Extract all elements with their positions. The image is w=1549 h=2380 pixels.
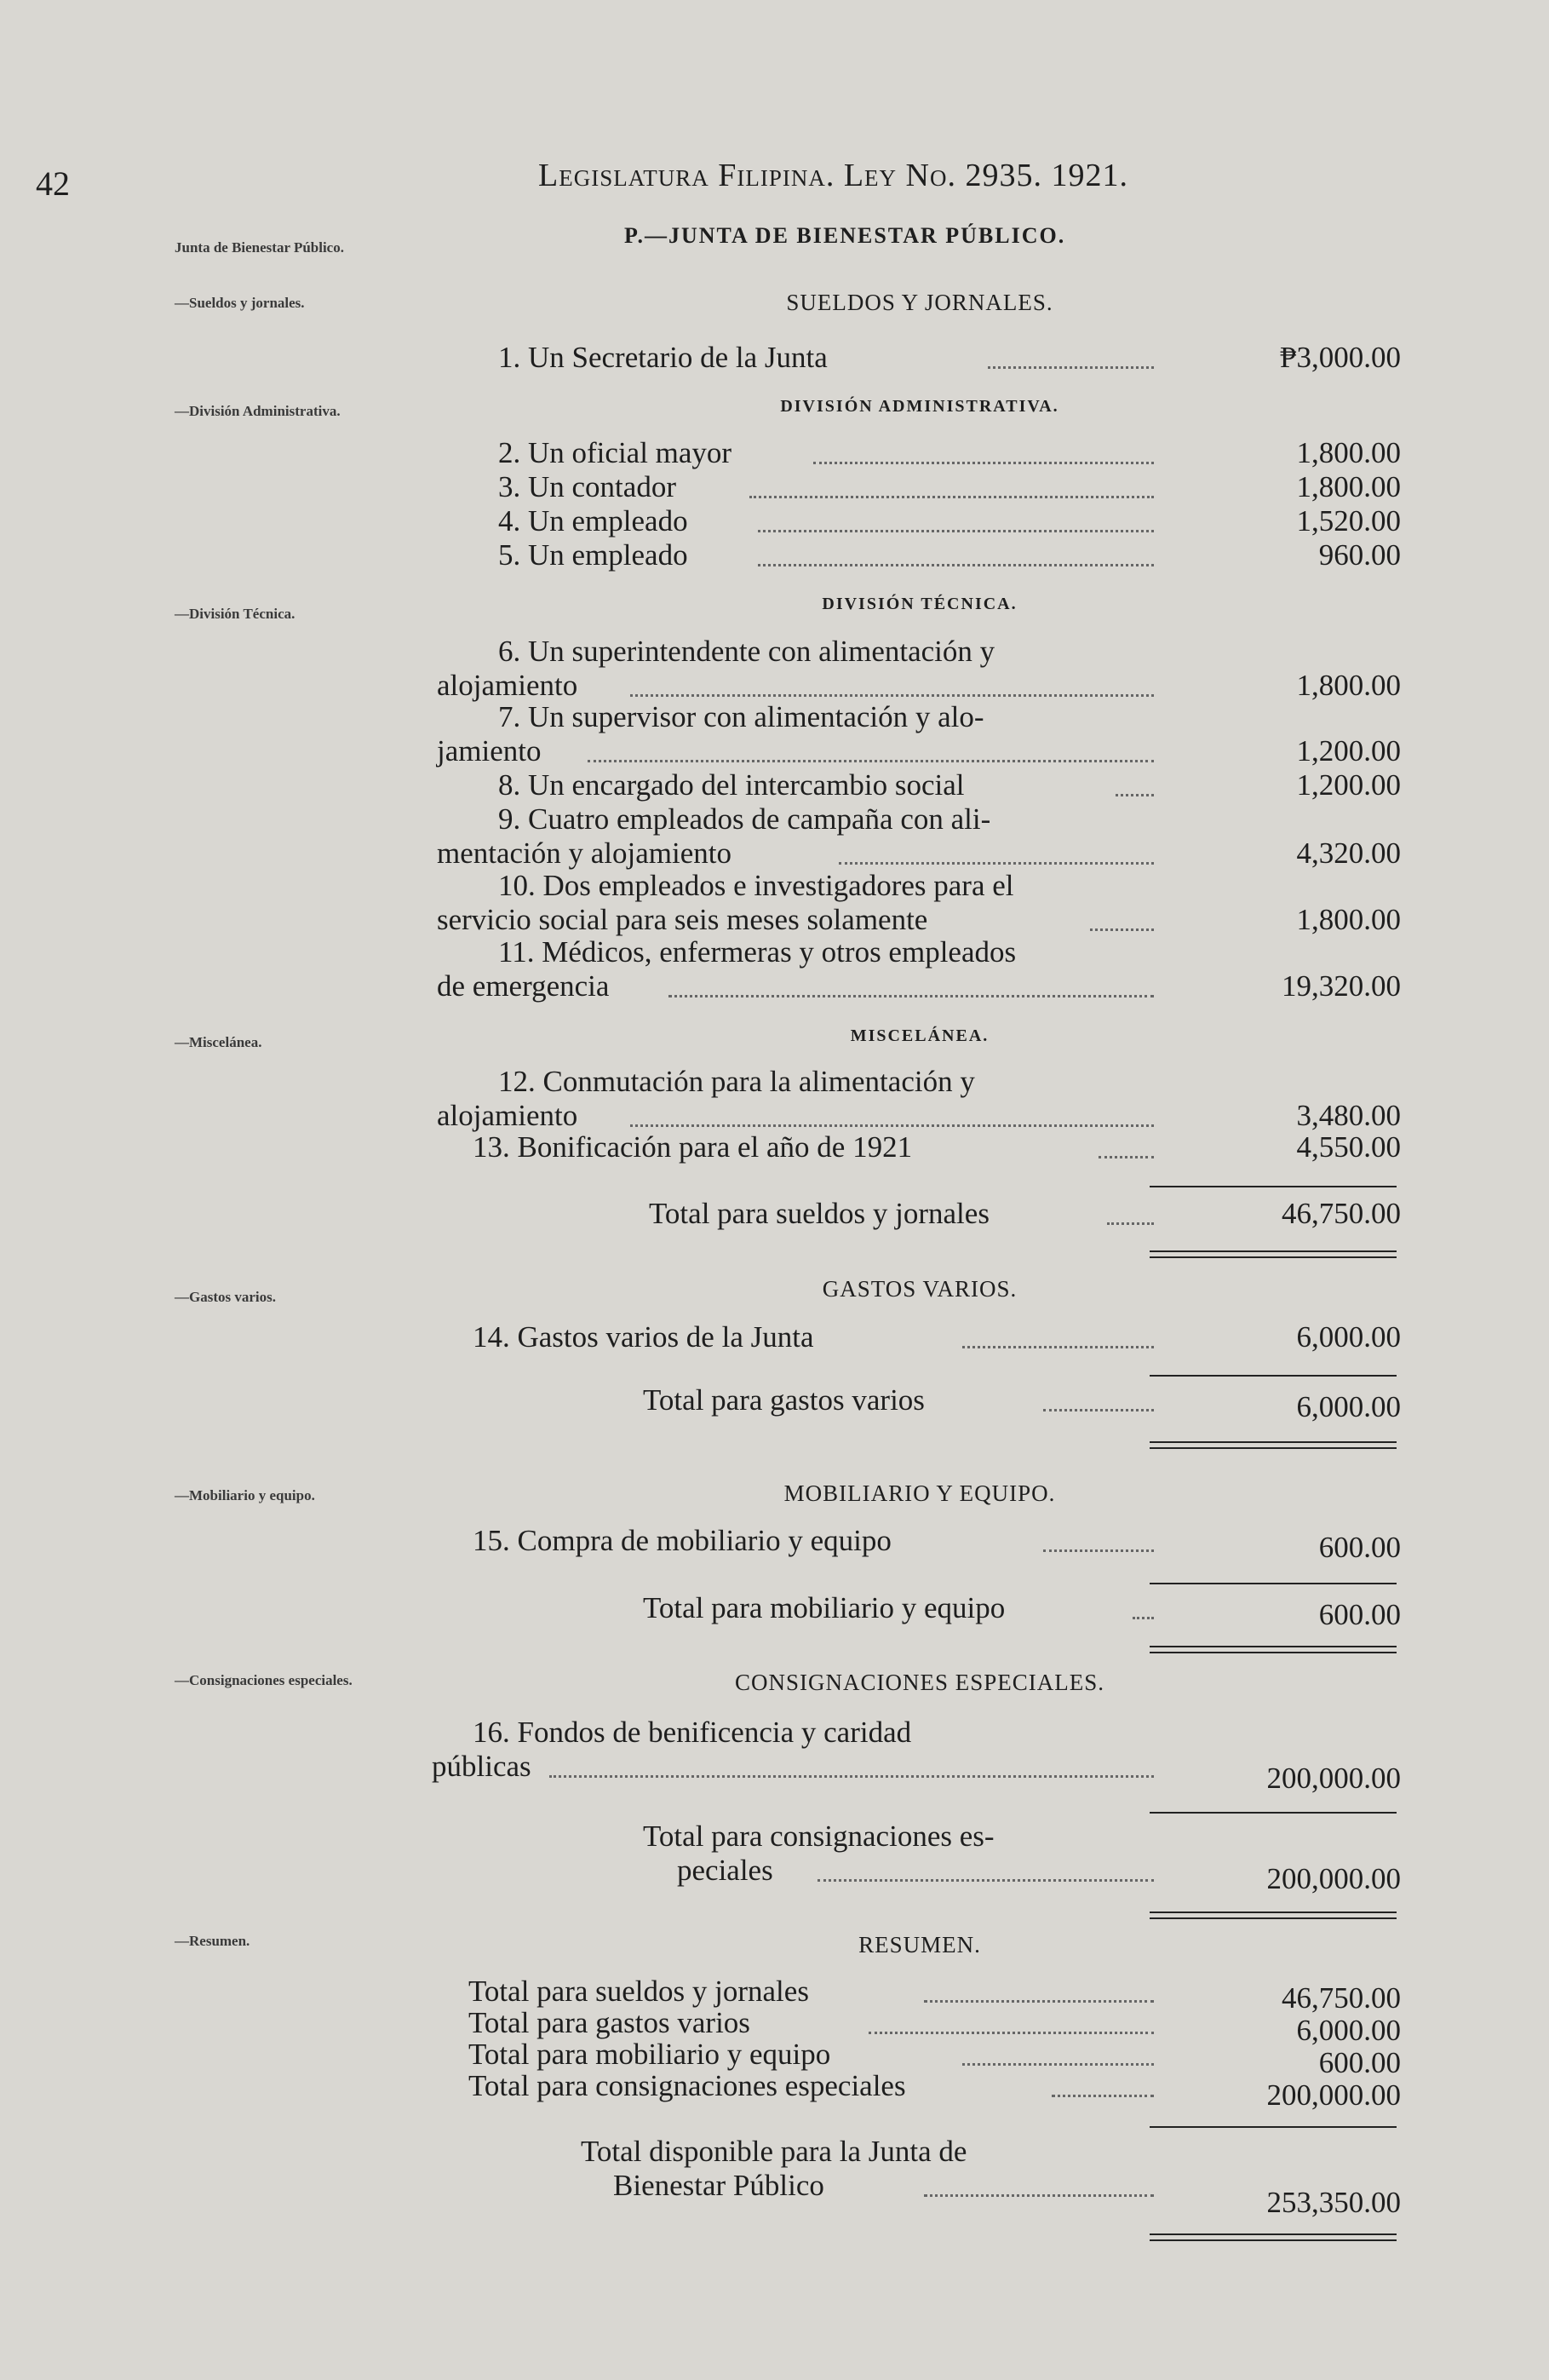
leader [962,2063,1154,2066]
subtotal-rule [1150,1583,1397,1584]
item-12-line1: 12. Conmutación para la alimentación y [498,1065,975,1098]
item-6-line1: 6. Un superintendente con alimentación y [498,635,995,668]
item-4-amount: 1,520.00 [1296,504,1401,538]
resumen-1-amount: 46,750.00 [1282,1981,1401,2015]
subtotal-rule [1150,2126,1397,2128]
total-sueldos-amount: 46,750.00 [1282,1197,1401,1230]
leader [924,2194,1154,2197]
subtotal-rule [1150,1375,1397,1377]
section-sueldos: SUELDOS Y JORNALES. [786,290,1053,315]
item-16-amount: 200,000.00 [1266,1762,1401,1795]
leader [1052,2095,1154,2097]
item-10-amount: 1,800.00 [1296,903,1401,936]
leader [668,995,1154,997]
total-double-rule [1150,1646,1397,1653]
item-11-line1: 11. Médicos, enfermeras y otros empleados [498,935,1017,969]
resumen-4-amount: 200,000.00 [1266,2078,1401,2112]
section-gastos: GASTOS VARIOS. [822,1276,1018,1302]
section-tecnica: DIVISIÓN TÉCNICA. [822,595,1018,613]
resumen-1-text: Total para sueldos y jornales [468,1975,809,2008]
item-16-line2: públicas [432,1750,531,1783]
resumen-final-amount: 253,350.00 [1266,2186,1401,2219]
item-9-amount: 4,320.00 [1296,836,1401,870]
leader [1090,928,1154,931]
item-1-amount: ₱3,000.00 [1280,341,1401,374]
item-13-amount: 4,550.00 [1296,1130,1401,1164]
total-consignaciones-line2: peciales [677,1854,773,1887]
leader [1043,1549,1154,1552]
leader [813,462,1154,464]
item-12-amount: 3,480.00 [1296,1099,1401,1132]
subtotal-rule [1150,1186,1397,1187]
total-consignaciones-line1: Total para consignaciones es- [643,1819,995,1853]
sidenote-sueldos: —Sueldos y jornales. [175,295,305,311]
total-sueldos-text: Total para sueldos y jornales [649,1197,990,1230]
item-14-text: 14. Gastos varios de la Junta [473,1320,814,1354]
resumen-3-amount: 600.00 [1318,2046,1401,2079]
item-6-amount: 1,800.00 [1296,669,1401,702]
resumen-final-line2: Bienestar Público [613,2169,824,2202]
leader [1116,794,1154,796]
resumen-4-text: Total para consignaciones especiales [468,2069,906,2102]
item-8-text: 8. Un encargado del intercambio social [498,768,965,802]
item-10-line1: 10. Dos empleados e investigadores para el [498,869,1014,902]
resumen-final-line1: Total disponible para la Junta de [581,2135,967,2168]
item-7-amount: 1,200.00 [1296,734,1401,767]
sidenote-junta: Junta de Bienestar Público. [175,239,344,256]
leader [962,1346,1154,1348]
item-9-line1: 9. Cuatro empleados de campaña con ali- [498,802,991,836]
sidenote-mobiliario: —Mobiliario y equipo. [175,1487,315,1503]
item-5-text: 5. Un empleado [498,538,688,572]
section-miscelanea: MISCELÁNEA. [850,1026,990,1045]
leader [869,2032,1154,2034]
item-9-line2: mentación y alojamiento [437,836,732,870]
leader [549,1775,1154,1778]
item-15-amount: 600.00 [1318,1531,1401,1564]
item-2-text: 2. Un oficial mayor [498,436,732,469]
item-11-line2: de emergencia [437,969,610,1003]
item-7-line1: 7. Un supervisor con alimentación y alo- [498,700,984,733]
item-6-line2: alojamiento [437,669,578,702]
total-mobiliario-text: Total para mobiliario y equipo [643,1591,1006,1624]
subtotal-rule [1150,1812,1397,1814]
resumen-2-text: Total para gastos varios [468,2006,750,2039]
page-number: 42 [36,164,70,203]
leader [1043,1409,1154,1411]
section-mobiliario: MOBILIARIO Y EQUIPO. [783,1480,1056,1506]
page-title: P.—JUNTA DE BIENESTAR PÚBLICO. [624,223,1066,248]
item-1-text: 1. Un Secretario de la Junta [498,341,828,374]
leader [1099,1156,1154,1158]
item-3-amount: 1,800.00 [1296,470,1401,503]
item-8-amount: 1,200.00 [1296,768,1401,802]
running-header: Legislatura Filipina. Ley No. 2935. 1921. [538,158,1128,193]
leader [1133,1617,1154,1619]
item-13-text: 13. Bonificación para el año de 1921 [473,1130,913,1164]
leader [749,496,1154,498]
sidenote-tecnica: —División Técnica. [175,606,295,622]
total-mobiliario-amount: 600.00 [1318,1598,1401,1631]
leader [1107,1222,1154,1225]
leader [758,564,1154,566]
item-7-line2: jamiento [437,734,542,767]
item-12-line2: alojamiento [437,1099,578,1132]
item-16-line1: 16. Fondos de benificencia y caridad [473,1716,912,1749]
item-10-line2: servicio social para seis meses solamente [437,903,928,936]
leader [758,530,1154,532]
item-15-text: 15. Compra de mobiliario y equipo [473,1524,892,1557]
total-double-rule [1150,1441,1397,1449]
total-double-rule [1150,1911,1397,1919]
item-5-amount: 960.00 [1318,538,1401,572]
section-resumen: RESUMEN. [858,1932,981,1957]
leader [588,760,1154,762]
leader [924,2000,1154,2003]
sidenote-resumen: —Resumen. [175,1933,250,1949]
leader [630,1124,1154,1127]
total-gastos-amount: 6,000.00 [1296,1390,1401,1423]
total-gastos-text: Total para gastos varios [643,1383,925,1417]
leader [839,862,1154,865]
sidenote-miscelanea: —Miscelánea. [175,1034,262,1050]
resumen-3-text: Total para mobiliario y equipo [468,2038,831,2071]
resumen-2-amount: 6,000.00 [1296,2014,1401,2047]
section-admin: DIVISIÓN ADMINISTRATIVA. [780,397,1059,416]
leader [988,366,1154,369]
total-consignaciones-amount: 200,000.00 [1266,1862,1401,1895]
grand-total-double-rule [1150,2233,1397,2241]
item-2-amount: 1,800.00 [1296,436,1401,469]
sidenote-consignaciones: —Consignaciones especiales. [175,1672,353,1688]
total-double-rule [1150,1250,1397,1258]
item-4-text: 4. Un empleado [498,504,688,538]
leader [818,1879,1154,1882]
sidenote-gastos: —Gastos varios. [175,1289,276,1305]
section-consignaciones: CONSIGNACIONES ESPECIALES. [734,1670,1105,1695]
item-11-amount: 19,320.00 [1282,969,1401,1003]
item-3-text: 3. Un contador [498,470,676,503]
sidenote-admin: —División Administrativa. [175,403,341,419]
leader [630,694,1154,697]
item-14-amount: 6,000.00 [1296,1320,1401,1354]
